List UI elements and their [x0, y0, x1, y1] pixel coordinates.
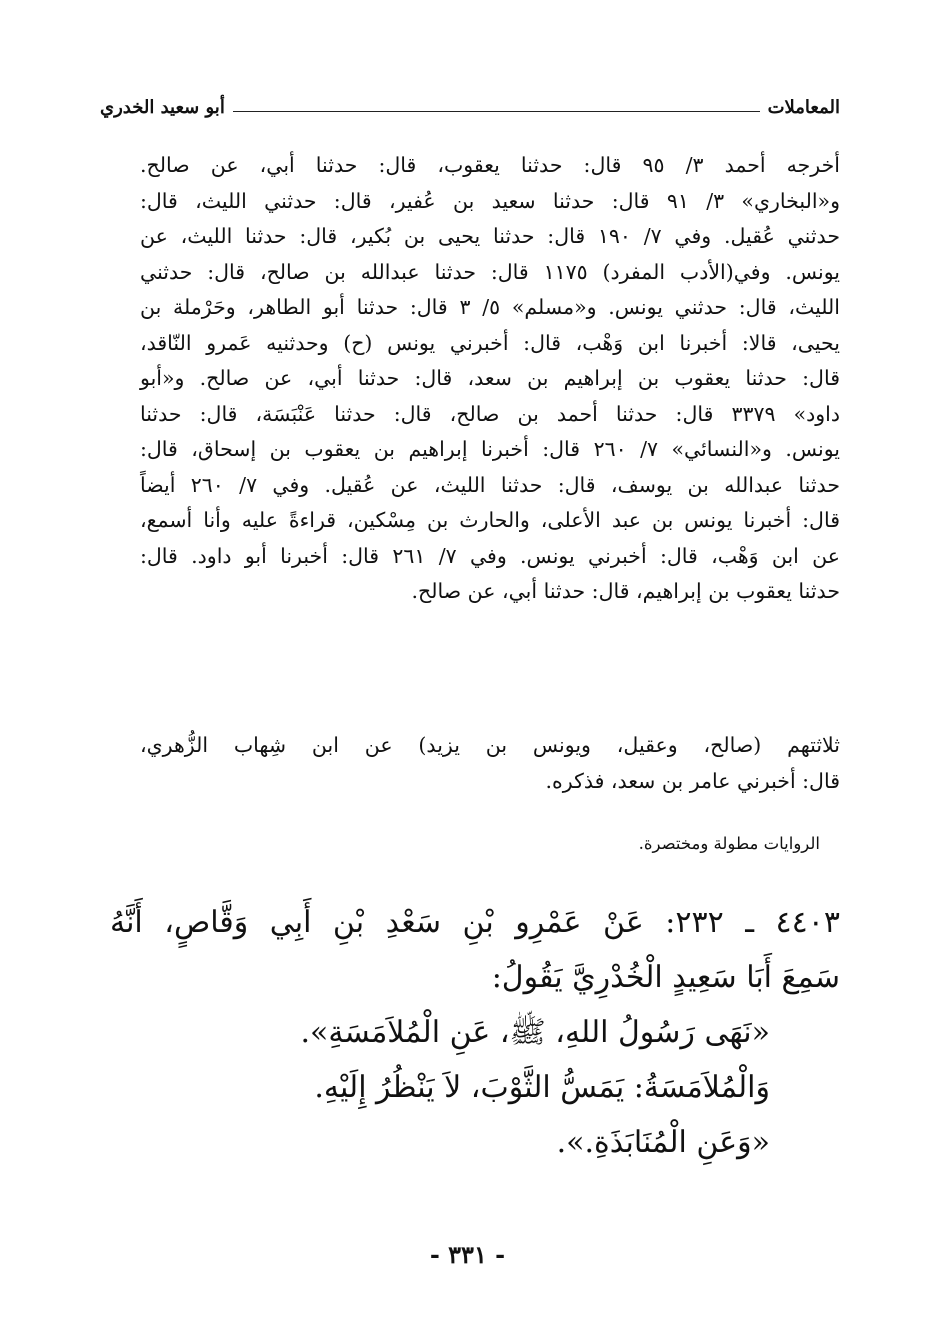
header-rule — [233, 111, 760, 112]
text-line: قال: أخبرني عامر بن سعد، فذكره. — [545, 768, 840, 793]
isnad-paragraph — [140, 728, 840, 799]
text-line: حدثنا يعقوب بن إبراهيم، قال: حدثنا أبي، عن صالح. — [411, 579, 840, 603]
text-line: أخرجه أحمد ٣/ ٩٥ قال: حدثنا يعقوب، قال: حدثنا أبي، عن صالح. — [140, 153, 840, 177]
text-line: ثلاثتهم (صالح، وعقيل، ويونس بن يزيد) عن ابن شِهاب الزُّهري، — [140, 733, 840, 757]
takhrij-paragraph — [140, 148, 840, 610]
text-line: و«البخاري» ٣/ ٩١ قال: حدثنا سعيد بن عُفير، قال: حدثني الليث، قال: — [140, 188, 840, 213]
text-line: عن ابن وَهْب، قال: أخبرني يونس. وفي ٧/ ٢٦١ قال: أخبرنا أبو داود. قال: — [140, 543, 840, 568]
text-line: قال: حدثنا يعقوب بن إبراهيم بن سعد، قال: حدثنا أبي، عن صالح. و«أبو — [140, 366, 840, 390]
narrations-note: الروايات مطولة ومختصرة. — [638, 834, 820, 853]
text-line: الليث، قال: حدثني يونس. و«مسلم» ٥/ ٣ قال: حدثنا أبو الطاهر، وحَرْملة بن — [140, 295, 840, 319]
hadith-line: سَمِعَ أَبَا سَعِيدٍ الْخُدْرِيَّ يَقُولُ: — [491, 960, 840, 995]
page-number: - ٣٣١ - — [429, 1240, 506, 1269]
hadith-line: وَالْمُلاَمَسَةُ: يَمَسُّ الثَّوْبَ، لاَ يَنْظُرُ إِلَيْهِ. — [314, 1070, 770, 1105]
running-header — [100, 90, 840, 120]
hadith-line: «وَعَنِ الْمُنَابَذَةِ.». — [556, 1125, 770, 1160]
text-line: حدثنا عبدالله بن يوسف، قال: حدثنا الليث، عن عُقيل. وفي ٧/ ٢٦٠ أيضاً — [140, 472, 840, 497]
text-line: يحيى، قالا: أخبرنا ابن وَهْب، قال: أخبرني يونس (ح) وحدثنيه عَمرو النّاقد، — [140, 330, 840, 355]
hadith-text — [110, 895, 840, 1170]
text-line: داود» ٣٣٧٩ قال: حدثنا أحمد بن صالح، قال: حدثنا عَنْبَسَة، قال: حدثنا — [140, 401, 840, 426]
header-narrator-title: أبو سعيد الخدري — [100, 97, 225, 118]
header-section-title: المعاملات — [767, 97, 840, 118]
text-line: يونس. وفي(الأدب المفرد) ١١٧٥ قال: حدثنا عبدالله بن صالح، قال: حدثني — [140, 259, 841, 284]
text-line: يونس. و«النسائي» ٧/ ٢٦٠ قال: أخبرنا إبراهيم بن يعقوب بن إسحاق، قال: — [140, 437, 841, 461]
hadith-line: ٤٤٠٣ ـ ٢٣٢: عَنْ عَمْرِو بْنِ سَعْدِ بْنِ أَبِي وَقَّاصٍ، أَنَّهُ — [110, 905, 840, 940]
text-line: حدثني عُقيل. وفي ٧/ ١٩٠ قال: حدثنا يحيى بن بُكير، قال: حدثنا الليث، عن — [140, 224, 840, 248]
text-line: قال: أخبرنا يونس بن عبد الأعلى، والحارث بن مِسْكين، قراءةً عليه وأنا أسمع، — [140, 508, 840, 532]
hadith-line: «نَهَى رَسُولُ اللهِ، ﷺ، عَنِ الْمُلاَمَسَةِ». — [300, 1015, 770, 1050]
